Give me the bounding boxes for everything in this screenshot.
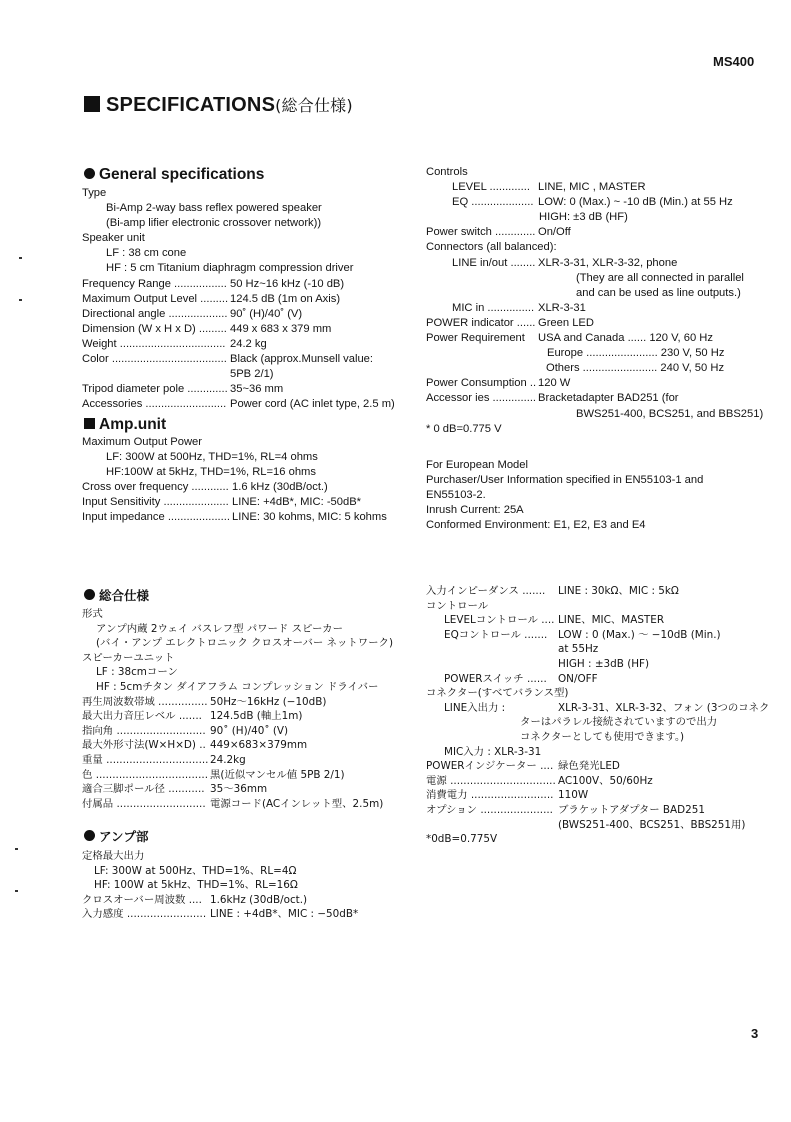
margin-mark xyxy=(19,299,22,301)
spec-label: 入力感度 ........................ xyxy=(82,908,207,921)
spec-label: Speaker unit xyxy=(82,232,145,245)
spec-label: HF:100W at 5kHz, THD=1%, RL=16 ohms xyxy=(106,466,316,479)
jp-amp-heading xyxy=(84,827,149,845)
margin-mark xyxy=(19,257,22,259)
spec-value: 124.5 dB (1m on Axis) xyxy=(230,292,341,305)
spec-label: LEVEL ............. xyxy=(452,181,530,194)
spec-value: XLR-3-31 xyxy=(538,301,586,314)
spec-label: HF: 100W at 5kHz、THD=1%、RL=16Ω xyxy=(94,879,298,892)
spec-value: Europe ....................... 230 V, 50 Hz xyxy=(547,347,725,360)
section-title-text: SPECIFICATIONS xyxy=(106,94,276,116)
spec-label: スピーカーユニット xyxy=(82,651,175,664)
spec-value: Bracketadapter BAD251 (for xyxy=(538,392,679,405)
margin-mark xyxy=(15,848,18,850)
spec-label: 形式 xyxy=(82,608,103,620)
spec-value: BWS251-400, BCS251, and BBS251) xyxy=(576,407,764,420)
spec-label: コントロール xyxy=(426,599,489,612)
spec-label: *0dB=0.775V xyxy=(426,833,498,846)
spec-label: 再生周波数帯域 ............... xyxy=(82,695,208,708)
spec-label: LF : 38cmコーン xyxy=(96,666,178,679)
spec-label: Maximum Output Level ......... xyxy=(82,292,229,305)
text-line: For European Model xyxy=(426,459,528,471)
section-title xyxy=(84,93,353,117)
spec-value: 124.5dB (軸上1m) xyxy=(210,710,303,723)
spec-value: Black (approx.Munsell value: xyxy=(230,353,374,366)
spec-label: Power Requirement xyxy=(426,332,525,345)
spec-value: LINE、MIC、MASTER xyxy=(558,614,665,627)
text-line: EN55103-2. xyxy=(426,489,486,502)
spec-value: at 55Hz xyxy=(558,643,599,656)
spec-value: Green LED xyxy=(538,316,594,329)
spec-value: 110W xyxy=(558,789,589,802)
spec-label: Tripod diameter pole ............. xyxy=(82,383,228,396)
circle-bullet-icon xyxy=(84,168,95,179)
spec-label: Directional angle ................... xyxy=(82,307,228,320)
spec-label: Controls xyxy=(426,166,468,178)
spec-value: 120 W xyxy=(538,377,571,390)
square-bullet-icon xyxy=(84,418,95,429)
spec-label: 電源 ................................ xyxy=(426,774,556,787)
circle-bullet-icon xyxy=(84,830,95,841)
spec-label: Power switch ............. xyxy=(426,226,536,239)
spec-label: HF : 5cmチタン ダイアフラム コンプレッション ドライバー xyxy=(96,680,379,693)
spec-label: (Bi-amp lifier electronic crossover network)) xyxy=(106,217,322,230)
spec-value: 電源コード(ACインレット型、2.5m) xyxy=(210,797,384,810)
spec-label: 最大外形寸法(W×H×D) .. xyxy=(82,739,206,752)
spec-label: Connectors (all balanced): xyxy=(426,241,557,254)
spec-value: USA and Canada ...... 120 V, 60 Hz xyxy=(538,332,713,345)
spec-label: EQ .................... xyxy=(452,196,534,209)
spec-value: 90˚ (H)/40˚ (V) xyxy=(210,724,289,737)
spec-value: Power cord (AC inlet type, 2.5 m) xyxy=(230,398,395,411)
spec-value: LINE : +4dB*、MIC : −50dB* xyxy=(210,908,359,921)
jp-general-heading-text: 総合仕様 xyxy=(99,588,150,603)
spec-value: AC100V、50/60Hz xyxy=(558,774,653,787)
spec-label: Color ..................................... xyxy=(82,353,227,366)
spec-label: Dimension (W x H x D) ......... xyxy=(82,322,227,335)
spec-label: 定格最大出力 xyxy=(82,850,145,862)
section-title-jp: (総合仕様) xyxy=(275,96,353,115)
spec-label: Accessor ies .............. xyxy=(426,392,537,405)
amp-unit-heading xyxy=(84,416,166,434)
model-name: MS400 xyxy=(713,54,755,69)
spec-value: LINE, MIC , MASTER xyxy=(538,181,646,194)
spec-label: HF : 5 cm Titanium diaphragm compression driver xyxy=(106,262,354,275)
spec-value: XLR-3-31、XLR-3-32、フォン (3つのコネク xyxy=(558,701,770,714)
spec-label: 最大出力音圧レベル ....... xyxy=(82,710,202,723)
spec-value: HIGH: ±3 dB (HF) xyxy=(539,211,628,224)
spec-label: Input Sensitivity ..................... xyxy=(82,496,229,509)
spec-value: 黒(近似マンセル値 5PB 2/1) xyxy=(210,768,345,781)
text-line: Conformed Environment: E1, E2, E3 and E4 xyxy=(426,519,646,532)
spec-label: 重量 ............................... xyxy=(82,753,209,766)
spec-label: LF: 300W at 500Hz、THD=1%、RL=4Ω xyxy=(94,864,297,877)
spec-label: * 0 dB=0.775 V xyxy=(426,422,502,435)
spec-value: 449×683×379mm xyxy=(210,739,308,752)
spec-label: Type xyxy=(82,187,107,199)
square-bullet-icon xyxy=(84,96,100,112)
spec-value: Others ........................ 240 V, 50 Hz xyxy=(546,362,725,375)
spec-label: LF: 300W at 500Hz, THD=1%, RL=4 ohms xyxy=(106,451,318,464)
margin-mark xyxy=(15,890,18,892)
general-specs-heading-text: General specifications xyxy=(99,166,265,183)
spec-value: (They are all connected in parallel xyxy=(576,271,744,284)
spec-value: 5PB 2/1) xyxy=(230,368,274,381)
spec-label: LINE in/out ........ xyxy=(452,256,536,269)
spec-value: LINE: 30 kohms, MIC: 5 kohms xyxy=(232,511,387,524)
spec-label: MIC in ............... xyxy=(452,301,535,314)
spec-value: 35~36 mm xyxy=(230,383,284,396)
spec-value: 1.6 kHz (30dB/oct.) xyxy=(232,481,328,494)
spec-value: ブラケットアダプター BAD251 xyxy=(558,803,705,816)
spec-label: Maximum Output Power xyxy=(82,436,202,448)
spec-value: 緑色発光LED xyxy=(558,760,620,773)
spec-label: LEVELコントロール .... xyxy=(444,614,555,627)
spec-label: オプション ...................... xyxy=(426,803,553,816)
spec-value: 449 x 683 x 379 mm xyxy=(230,322,332,335)
spec-label: Accessories .......................... xyxy=(82,398,227,411)
spec-value: 50Hz〜16kHz (−10dB) xyxy=(210,695,327,708)
european-model-info xyxy=(426,458,703,533)
spec-value: 50 Hz~16 kHz (-10 dB) xyxy=(230,277,345,290)
spec-label: 入力インピーダンス ....... xyxy=(426,585,546,597)
text-line: Inrush Current: 25A xyxy=(426,504,524,517)
spec-label: アンプ内蔵 2ウェイ バスレフ型 パワード スピーカー xyxy=(96,622,343,635)
spec-value: LOW: 0 (Max.) ~ -10 dB (Min.) at 55 Hz xyxy=(538,196,733,209)
spec-value: ON/OFF xyxy=(558,672,598,685)
spec-label: POWER indicator ...... xyxy=(426,316,536,329)
spec-label: Frequency Range ................. xyxy=(82,277,227,290)
spec-label: EQコントロール ....... xyxy=(444,628,548,641)
spec-value: 24.2kg xyxy=(210,753,246,766)
spec-value: 90˚ (H)/40˚ (V) xyxy=(230,307,303,320)
spec-label: コネクター(すべてバランス型) xyxy=(426,687,569,700)
spec-label: 指向角 ........................... xyxy=(82,724,206,737)
spec-value: LOW : 0 (Max.) 〜 −10dB (Min.) xyxy=(558,628,721,641)
spec-label: 消費電力 ......................... xyxy=(426,789,554,802)
jp-general-heading xyxy=(84,586,149,604)
spec-value: コネクターとしても使用できます。) xyxy=(520,730,685,743)
text-line: Purchaser/User Information specified in EN55103-1 and xyxy=(426,474,704,487)
spec-label: POWERスイッチ ...... xyxy=(444,672,547,685)
spec-label: LF : 38 cm cone xyxy=(106,247,187,260)
spec-label: LINE入出力 : xyxy=(444,701,506,714)
spec-value: XLR-3-31, XLR-3-32, phone xyxy=(538,256,678,269)
spec-label: (バイ・アンプ エレクトロニック クロスオーバー ネットワーク) xyxy=(96,637,394,650)
spec-label: Weight .................................. xyxy=(82,337,226,350)
spec-label: 色 .................................. xyxy=(82,768,208,781)
spec-value: (BWS251-400、BCS251、BBS251用) xyxy=(558,818,746,831)
amp-unit-heading-text: Amp.unit xyxy=(99,416,167,433)
spec-label: 適合三脚ポール径 ........... xyxy=(82,783,205,796)
spec-value: On/Off xyxy=(538,226,571,239)
spec-value: 24.2 kg xyxy=(230,337,267,350)
spec-label: MIC入力 : XLR-3-31 xyxy=(444,745,542,758)
spec-label: Bi-Amp 2-way bass reflex powered speaker xyxy=(106,202,322,215)
spec-value: 35〜36mm xyxy=(210,783,268,796)
page-number: 3 xyxy=(751,1026,759,1041)
spec-value: LINE: +4dB*, MIC: -50dB* xyxy=(232,496,362,509)
general-specs-heading xyxy=(84,166,264,184)
spec-value: ターはパラレル接続されていますので出力 xyxy=(520,716,718,729)
spec-label: Input impedance .................... xyxy=(82,511,230,524)
spec-label: クロスオーバー周波数 .... xyxy=(82,893,202,906)
jp-amp-heading-text: アンプ部 xyxy=(99,829,149,844)
spec-label: POWERインジケーター .... xyxy=(426,760,554,773)
spec-label: 付属品 ........................... xyxy=(82,797,206,810)
spec-value: LINE : 30kΩ、MIC : 5kΩ xyxy=(558,585,679,597)
spec-label: Cross over frequency ............ xyxy=(82,481,229,494)
spec-value: and can be used as line outputs.) xyxy=(576,286,741,299)
circle-bullet-icon xyxy=(84,589,95,600)
spec-value: HIGH : ±3dB (HF) xyxy=(558,657,650,670)
spec-label: Power Consumption .. xyxy=(426,377,537,390)
spec-value: 1.6kHz (30dB/oct.) xyxy=(210,893,308,906)
